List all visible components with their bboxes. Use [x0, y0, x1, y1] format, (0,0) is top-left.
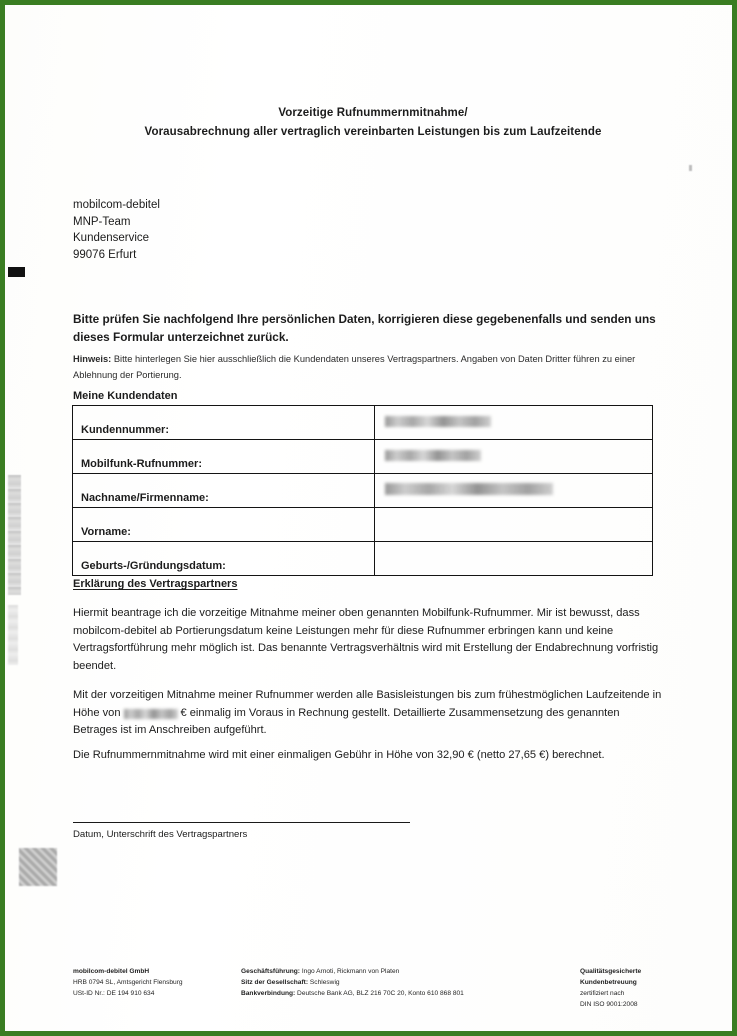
- table-row: [73, 440, 653, 474]
- field-label-mobilfunk-rufnummer: Mobilfunk-Rufnummer:: [73, 440, 375, 474]
- field-label-kundennummer: Kundennummer:: [73, 406, 375, 440]
- address-line-company: mobilcom-debitel: [73, 199, 160, 211]
- address-line-city: 99076 Erfurt: [73, 248, 137, 261]
- field-value-nachname-firmenname[interactable]: [375, 474, 653, 508]
- document-footer: [73, 966, 702, 1010]
- table-row: [73, 542, 653, 576]
- declaration-paragraph-3: Die Rufnummernmitnahme wird mit einer einmaligen Gebühr in Höhe von 32,90 € (netto 27,65 €) berechnet.: [73, 749, 605, 761]
- footer-company-column: [73, 966, 241, 1010]
- scan-artifact-edge-mark: [8, 267, 25, 277]
- footer-quality-line-2: Kundenbetreuung: [580, 979, 637, 986]
- table-row: [73, 406, 653, 440]
- address-line-department: Kundenservice: [73, 232, 150, 244]
- notice-hint-label: Hinweis:: [73, 354, 112, 364]
- redaction-amount: [124, 709, 178, 719]
- field-value-mobilfunk-rufnummer[interactable]: [375, 440, 653, 474]
- signature-line[interactable]: [73, 822, 410, 823]
- declaration-paragraph-2: [73, 687, 665, 740]
- document-title-line-2: Vorausabrechnung aller vertraglich vereinbarten Leistungen bis zum Laufzeitende: [144, 126, 602, 138]
- customer-data-table: [72, 405, 653, 576]
- signature-caption: Datum, Unterschrift des Vertragspartners: [73, 829, 248, 840]
- footer-bank: [241, 988, 580, 999]
- footer-company-name: mobilcom-debitel GmbH: [73, 968, 150, 975]
- notice-hint: [73, 351, 661, 383]
- scan-artifact-speck: [689, 165, 692, 171]
- footer-seat: [241, 977, 580, 988]
- scan-artifact-corner-smudge: [19, 848, 57, 886]
- field-value-vorname[interactable]: [375, 508, 653, 542]
- footer-bank-label: Bankverbindung:: [241, 990, 296, 997]
- declaration-paragraph-1: Hiermit beantrage ich die vorzeitige Mitnahme meiner oben genannten Mobilfunk-Rufnummer. Mir ist bewusst, dass mobilcom-debitel ab Portierungsdatum keine Leistungen mehr für diese Rufnummer erbringen kann und keine Vertragsfortführung mehr möglich ist. Das benannte Vertragsverhältnis wird mit Erstellung der Endabrechnung vorfristig beendet.: [73, 607, 659, 672]
- document-title-line-1: Vorzeitige Rufnummernmitnahme/: [278, 107, 468, 119]
- table-row: [73, 508, 653, 542]
- table-row: [73, 474, 653, 508]
- notice-instruction: Bitte prüfen Sie nachfolgend Ihre persönlichen Daten, korrigieren diese gegebenenfalls und senden uns dieses Formular unterzeichnet zurück.: [73, 312, 656, 344]
- footer-management-value: Ingo Arnoti, Rickmann von Platen: [299, 968, 400, 975]
- redaction-block: [385, 483, 553, 495]
- footer-bank-value: Deutsche Bank AG, BLZ 216 70C 20, Konto 610 868 801: [295, 990, 464, 997]
- document-content: [5, 5, 732, 1031]
- field-label-nachname-firmenname: Nachname/Firmenname:: [73, 474, 375, 508]
- customer-data-heading: Meine Kundendaten: [73, 390, 178, 402]
- notice-hint-text: Bitte hinterlegen Sie hier ausschließlich die Kundendaten unseres Vertragspartners. Angaben von Daten Dritter führen zu einer Ablehnung der Portierung.: [73, 354, 636, 380]
- footer-company-vat-id: USt-ID Nr.: DE 194 910 634: [73, 990, 155, 997]
- declaration-heading: Erklärung des Vertragspartners: [73, 578, 238, 590]
- field-value-kundennummer[interactable]: [375, 406, 653, 440]
- footer-quality-line-4: DIN ISO 9001:2008: [580, 1001, 638, 1008]
- footer-quality-column: [580, 966, 702, 1010]
- footer-management-label: Geschäftsführung:: [241, 968, 300, 975]
- redaction-block: [385, 416, 491, 427]
- footer-seat-value: Schleswig: [308, 979, 340, 986]
- recipient-address: [73, 197, 160, 263]
- paragraph-2-text-before: Mit der vorzeitigen Mitnahme meiner Rufnummer werden alle Basisleistungen bis zum frühestmöglichen Laufzeitende in Höhe von: [73, 689, 662, 719]
- footer-details-column: [241, 966, 580, 1010]
- redaction-block: [385, 450, 481, 461]
- footer-company-register: HRB 0794 SL, Amtsgericht Flensburg: [73, 979, 183, 986]
- footer-quality-line-3: zertifiziert nach: [580, 990, 625, 997]
- paragraph-2-text-after: € einmalig im Voraus in Rechnung gestellt. Detaillierte Zusammensetzung des genannten Betrages ist im Anschreiben aufgeführt.: [73, 706, 620, 737]
- footer-quality-line-1: Qualitätsgesicherte: [580, 968, 642, 975]
- scan-artifact-edge-noise-lower: [8, 605, 18, 665]
- notice-block: [73, 310, 661, 383]
- document-title: [73, 104, 673, 142]
- field-label-geburtsdatum: Geburts-/Gründungsdatum:: [73, 542, 375, 576]
- footer-management: [241, 966, 580, 977]
- field-label-vorname: Vorname:: [73, 508, 375, 542]
- footer-seat-label: Sitz der Gesellschaft:: [241, 979, 309, 986]
- field-value-geburtsdatum[interactable]: [375, 542, 653, 576]
- scan-artifact-edge-noise-upper: [8, 475, 21, 595]
- address-line-team: MNP-Team: [73, 215, 131, 228]
